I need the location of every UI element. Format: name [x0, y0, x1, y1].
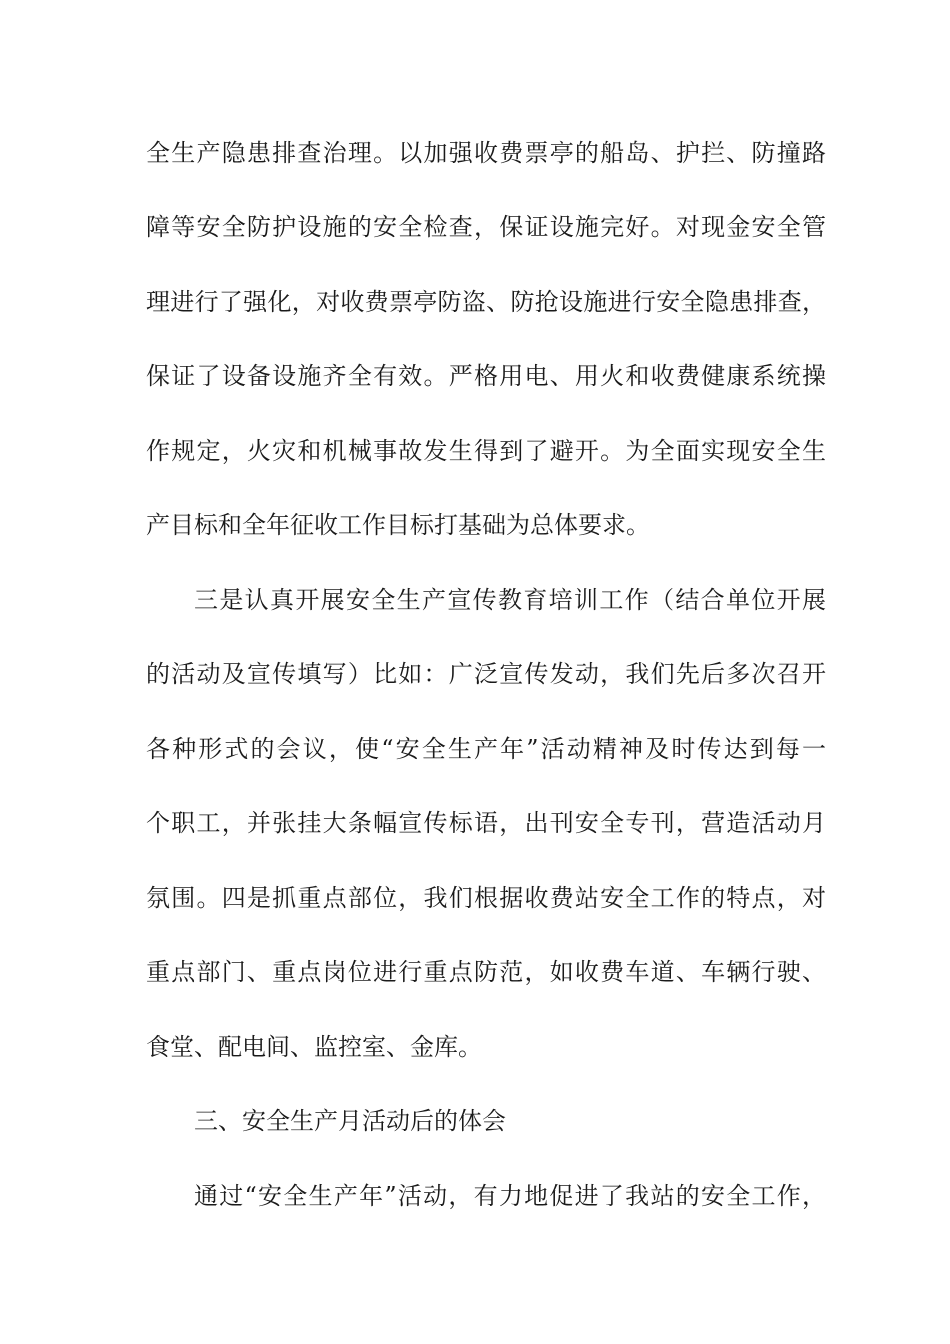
text-line: 个职工，并张挂大条幅宣传标语，出刊安全专刊，营造活动月 — [146, 809, 826, 837]
text-line: 保证了设备设施齐全有效。严格用电、用火和收费健康系统操 — [146, 362, 826, 390]
text-line: 重点部门、重点岗位进行重点防范，如收费车道、车辆行驶、 — [146, 958, 826, 986]
text-line: 各种形式的会议，使“安全生产年”活动精神及时传达到每一 — [146, 735, 826, 763]
text-line: 作规定，火灾和机械事故发生得到了避开。为全面实现安全生 — [146, 437, 826, 465]
text-line: 全生产隐患排查治理。以加强收费票亭的船岛、护拦、防撞路 — [146, 139, 826, 167]
text-line: 理进行了强化，对收费票亭防盗、防抢设施进行安全隐患排查， — [146, 288, 826, 316]
text-line: 的活动及宣传填写）比如：广泛宣传发动，我们先后多次召开 — [146, 660, 826, 688]
section-heading: 三、安全生产月活动后的体会 — [194, 1107, 506, 1135]
text-line: 氛围。四是抓重点部位，我们根据收费站安全工作的特点，对 — [146, 884, 826, 912]
text-line: 产目标和全年征收工作目标打基础为总体要求。 — [146, 511, 650, 539]
text-line: 障等安全防护设施的安全检查，保证设施完好。对现金安全管 — [146, 213, 826, 241]
paragraph-first-line: 三是认真开展安全生产宣传教育培训工作（结合单位开展 — [194, 586, 826, 614]
text-line: 食堂、配电间、监控室、金库。 — [146, 1033, 482, 1061]
paragraph-first-line: 通过“安全生产年”活动，有力地促进了我站的安全工作， — [194, 1182, 826, 1210]
